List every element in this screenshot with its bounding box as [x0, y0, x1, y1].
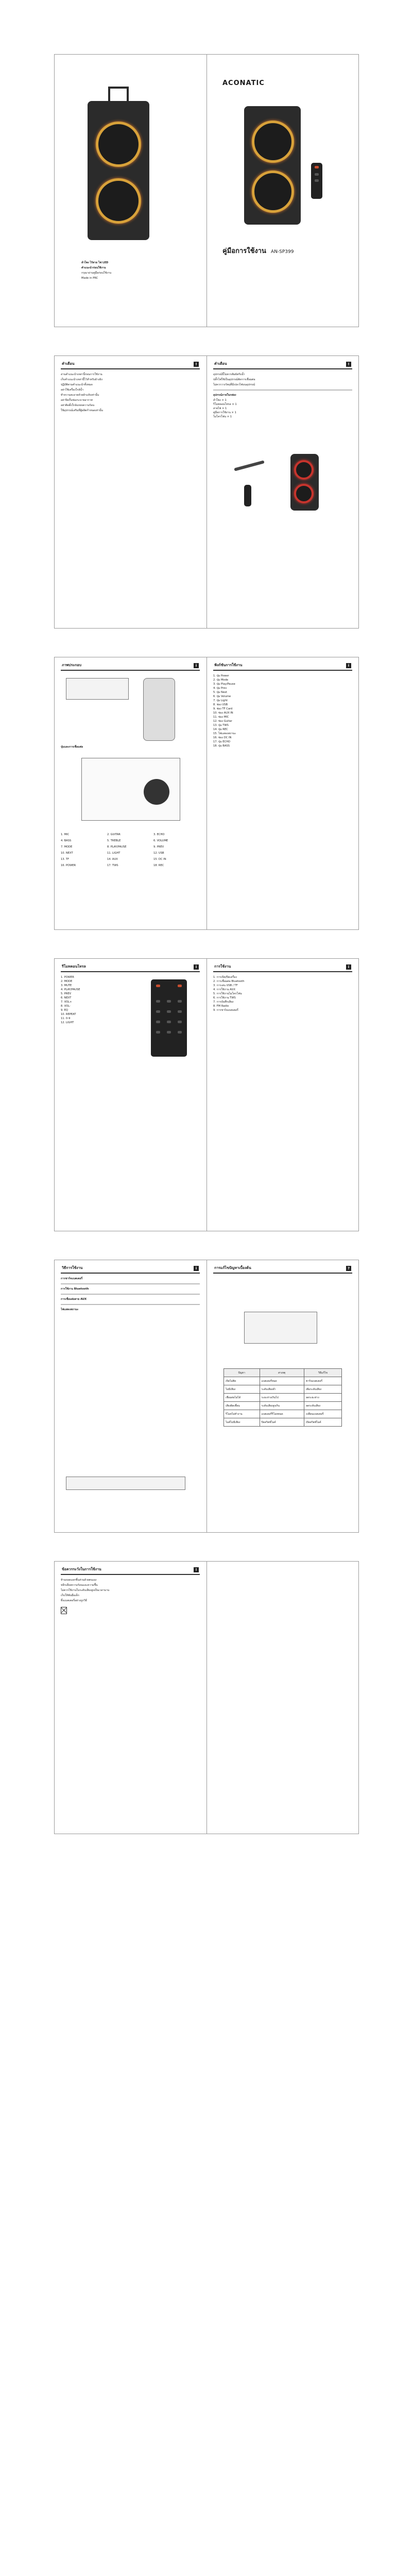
remote-key — [178, 1010, 182, 1013]
table-header: ปัญหา — [224, 1369, 260, 1377]
warning-right-page — [213, 361, 352, 623]
remote-key-item: 3. MUTE — [61, 984, 72, 987]
spread-diagram — [54, 657, 359, 930]
caution-line: เก็บให้พ้นมือเด็ก — [61, 1594, 79, 1597]
remote-image — [311, 163, 322, 199]
warning-line: ทำความสะอาดด้วยผ้าแห้งเท่านั้น — [61, 394, 99, 397]
remote-key-item: 10. REPEAT — [61, 1013, 76, 1016]
function-item: 16. ช่อง DC IN — [213, 736, 232, 739]
table-header-row — [224, 1369, 342, 1377]
divider — [61, 1294, 200, 1295]
function-item: 12. ช่อง Guitar — [213, 720, 232, 723]
page-header — [213, 964, 352, 972]
caution-line: ไม่ควรใช้งานในระดับเสียงสูงเป็นเวลานาน — [61, 1589, 110, 1592]
howto-item: การเชื่อมต่อสาย AUX — [61, 1298, 87, 1301]
remote-key-item: 8. VOL- — [61, 1005, 71, 1008]
remote-key-item: 4. PLAY/PAUSE — [61, 988, 80, 991]
table-cell: ระยะห่างเกินไป — [260, 1394, 304, 1402]
usage-item: 8. FM Radio — [213, 1005, 229, 1008]
speaker-ring-bottom — [252, 171, 294, 213]
cover-right-page — [213, 60, 352, 321]
page-header — [213, 1265, 352, 1274]
page-header — [61, 1567, 200, 1575]
table-row — [224, 1410, 342, 1418]
legend-item: 2. GUITAR — [107, 833, 121, 836]
recycle-bin-icon — [61, 1607, 67, 1614]
legend-item: 15. DC IN — [153, 858, 166, 861]
page-icon: ? — [346, 1266, 351, 1271]
page-icon: i — [346, 964, 351, 970]
remote-key — [178, 985, 182, 987]
table-cell: เปิดสวิตช์ไมค์ — [304, 1418, 341, 1427]
table-cell: ลดระยะห่าง — [304, 1394, 341, 1402]
cover-notice-2: คำแนะนำก่อนใช้งาน — [81, 266, 106, 269]
device-illustration — [244, 1312, 317, 1344]
connection-panel — [66, 678, 129, 700]
cover-notice-1: ลำโพง ไร้สาย ไฟ LED — [81, 261, 109, 264]
divider — [61, 1304, 200, 1305]
remote-key-item: 2. MODE — [61, 980, 73, 983]
usage-list — [213, 975, 352, 1012]
spread-cautions — [54, 1561, 359, 1834]
cover-notice-3: กรุณาอ่านคู่มือก่อนใช้งาน — [81, 272, 112, 275]
caution-line: หลีกเลี่ยงความร้อนและความชื้น — [61, 1584, 98, 1587]
warning-left-page — [61, 361, 200, 623]
page-title: ภาพประกอบ — [62, 663, 82, 667]
speaker-handle — [108, 87, 129, 101]
table-header: สาเหตุ — [260, 1369, 304, 1377]
page-fold — [206, 1562, 207, 1834]
usage-item: 3. การเล่น USB / TF — [213, 984, 238, 987]
warning-line: ปลั๊กไฟใช้เป็นอุปกรณ์ตัดการเชื่อมต่อ — [213, 378, 255, 381]
page-fold — [206, 356, 207, 628]
page-title: คำเตือน — [62, 362, 75, 366]
usage-item: 7. การบันทึกเสียง — [213, 1001, 234, 1004]
table-row — [224, 1385, 342, 1394]
warning-line: อย่าใช้เครื่องใกล้น้ำ — [61, 388, 84, 392]
function-item: 17. ปุ่ม ECHO — [213, 740, 231, 743]
function-item: 14. ปุ่ม REC — [213, 728, 228, 731]
remote-image — [151, 979, 187, 1057]
remote-key-item: 9. EQ — [61, 1009, 68, 1012]
function-item: 18. ปุ่ม BASS — [213, 744, 230, 748]
speaker-image — [88, 101, 149, 240]
page-icon: i — [346, 663, 351, 668]
legend-item: 16. POWER — [61, 864, 76, 867]
legend-item: 5. TREBLE — [107, 839, 121, 842]
usage-item: 1. การเปิด/ปิดเครื่อง — [213, 976, 237, 979]
page-title: รีโมทคอนโทรล — [62, 964, 86, 969]
speaker-image — [143, 678, 175, 741]
page-title: การใช้งาน — [214, 964, 231, 969]
legend-item: 3. ECHO — [153, 833, 165, 836]
diagram-subtitle: ปุ่มและการเชื่อมต่อ — [61, 745, 83, 749]
usage-right-page — [213, 964, 352, 1226]
table-row — [224, 1418, 342, 1427]
table-row — [224, 1402, 342, 1410]
blank-right-page — [213, 1567, 352, 1828]
remote-key — [167, 1031, 171, 1033]
accessory-item: รีโมทคอนโทรล × 1 — [213, 403, 237, 406]
brand-logo: ACONATIC — [222, 79, 265, 87]
usage-item: 4. การใช้งาน AUX — [213, 988, 236, 991]
remote-key — [178, 1031, 182, 1033]
usage-item: 5. การใช้งานไมโครโฟน — [213, 992, 242, 995]
speaker-image — [244, 106, 301, 225]
microphone-image — [234, 460, 265, 471]
legend-item: 9. PREV — [153, 845, 164, 849]
function-item: 1. ปุ่ม Power — [213, 674, 229, 677]
function-item: 15. ไฟแสดงสถานะ — [213, 732, 236, 735]
table-row — [224, 1377, 342, 1385]
divider — [213, 389, 352, 391]
howto-item: การใช้งาน Bluetooth — [61, 1287, 89, 1291]
table-cell: ไม่มีเสียง — [224, 1385, 260, 1394]
remote-key — [178, 1000, 182, 1003]
function-item: 6. ปุ่ม Volume — [213, 695, 231, 698]
caution-left-page — [61, 1567, 200, 1828]
remote-key — [156, 1010, 160, 1013]
speaker-image — [290, 454, 319, 511]
function-item: 8. ช่อง USB — [213, 703, 228, 706]
table-header: วิธีแก้ไข — [304, 1369, 341, 1377]
warning-line: อุปกรณ์นี้ไม่ควรสัมผัสกับน้ำ — [213, 373, 245, 376]
port-panel — [66, 1477, 185, 1490]
speaker-ring-top — [252, 121, 294, 163]
remote-key-item: 1. POWER — [61, 976, 74, 979]
remote-key-item: 11. 0-9 — [61, 1017, 71, 1020]
page-fold — [206, 959, 207, 1231]
function-item: 13. ปุ่ม TWS — [213, 724, 229, 727]
remote-image — [244, 485, 251, 506]
remote-key — [167, 1000, 171, 1003]
page-title: ข้อควรระวังในการใช้งาน — [62, 1567, 101, 1571]
spread-cover — [54, 54, 359, 327]
speaker-ring-bottom — [96, 178, 141, 224]
table-cell: เพิ่มระดับเสียง — [304, 1385, 341, 1394]
howto-left-page — [61, 1265, 200, 1527]
volume-knob — [144, 779, 169, 805]
remote-key — [167, 1021, 171, 1023]
warning-line: ไม่ควรวางวัตถุที่มีเปลวไฟบนอุปกรณ์ — [213, 383, 255, 386]
table-row — [224, 1394, 342, 1402]
warning-line: อ่านคำแนะนำเหล่านี้ก่อนการใช้งาน — [61, 373, 102, 376]
function-item: 10. ช่อง AUX IN — [213, 711, 233, 715]
page-icon: i — [194, 663, 199, 668]
table-cell: ปิดสวิตช์ไมค์ — [260, 1418, 304, 1427]
page-icon: ! — [346, 362, 351, 367]
function-item: 11. ช่อง MIC — [213, 716, 229, 719]
spread-warnings — [54, 355, 359, 629]
page-title: คำเตือน — [214, 362, 227, 366]
cover-model: AN-SP399 — [271, 249, 294, 255]
caution-line: ทิ้งแบตเตอรี่อย่างถูกวิธี — [61, 1599, 87, 1602]
usage-item: 2. การเชื่อมต่อ Bluetooth — [213, 980, 245, 983]
warning-line: อย่าติดตั้งใกล้แหล่งความร้อน — [61, 404, 95, 407]
spread-troubleshoot — [54, 1260, 359, 1533]
legend-item: 10. NEXT — [61, 852, 73, 855]
accessory-item: ลำโพง × 1 — [213, 399, 227, 402]
page-header — [61, 663, 200, 671]
page-header — [213, 361, 352, 369]
speaker-ring-bottom — [294, 484, 314, 503]
function-item: 2. ปุ่ม Mode — [213, 679, 229, 682]
accessories-title: อุปกรณ์ภายในกล่อง — [213, 394, 236, 397]
control-panel — [81, 758, 180, 821]
legend-item: 7. MODE — [61, 845, 73, 849]
warning-line: เก็บคำแนะนำเหล่านี้ไว้สำหรับอ้างอิง — [61, 378, 102, 381]
remote-key — [315, 173, 319, 176]
divider — [61, 1283, 200, 1284]
legend-item: 11. LIGHT — [107, 852, 121, 855]
page-icon: ! — [194, 362, 199, 367]
remote-key — [178, 1021, 182, 1023]
legend-item: 13. TF — [61, 858, 70, 861]
usage-item: 9. การชาร์จแบตเตอรี่ — [213, 1009, 238, 1012]
page-title: ฟังก์ชันการใช้งาน — [214, 663, 243, 667]
cover-left-page — [61, 60, 200, 321]
howto-item: ไฟแสดงสถานะ — [61, 1308, 79, 1311]
remote-key — [315, 179, 319, 182]
legend-item: 17. TWS — [107, 864, 118, 867]
remote-key-item: 12. LIGHT — [61, 1021, 74, 1024]
legend-item: 6. VOLUME — [153, 839, 168, 842]
function-item: 9. ช่อง TF Card — [213, 707, 233, 710]
table-cell: ไมค์ไม่มีเสียง — [224, 1418, 260, 1427]
remote-key — [315, 166, 319, 168]
accessory-item: สายไฟ × 1 — [213, 407, 227, 410]
remote-key-item: 7. VOL+ — [61, 1001, 72, 1004]
accessories-list — [213, 398, 352, 419]
table-cell: ระดับเสียงต่ำ — [260, 1385, 304, 1394]
remote-key — [167, 1010, 171, 1013]
function-item: 4. ปุ่ม Prev — [213, 687, 227, 690]
function-item: 3. ปุ่ม Play/Pause — [213, 683, 235, 686]
page-header — [61, 1265, 200, 1274]
page-icon: i — [194, 964, 199, 970]
function-item: 7. ปุ่ม Light — [213, 699, 228, 702]
legend-item: 4. BASS — [61, 839, 72, 842]
legend-grid — [61, 833, 200, 869]
spread-remote — [54, 958, 359, 1231]
table-cell: เปลี่ยนแบตเตอรี่ — [304, 1410, 341, 1418]
function-list — [213, 674, 352, 748]
usage-item: 6. การใช้งาน TWS — [213, 996, 236, 999]
legend-item: 1. MIC — [61, 833, 70, 836]
accessory-item: คู่มือการใช้งาน × 1 — [213, 411, 236, 414]
cover-small-print: Made in PRC — [81, 277, 98, 280]
page-header — [61, 361, 200, 369]
page-fold — [206, 1260, 207, 1532]
table-cell: เสียงผิดเพี้ยน — [224, 1402, 260, 1410]
diagram-right-page — [213, 663, 352, 924]
warning-line: ใช้อุปกรณ์เสริมที่ผู้ผลิตกำหนดเท่านั้น — [61, 409, 103, 412]
page-title: การแก้ไขปัญหาเบื้องต้น — [214, 1266, 251, 1270]
cover-title-th: คู่มือการใช้งาน — [222, 247, 266, 255]
table-cell: รีโมทไม่ทำงาน — [224, 1410, 260, 1418]
remote-key-item: 5. PREV — [61, 992, 72, 995]
remote-left-page — [61, 964, 200, 1226]
speaker-ring-top — [96, 122, 141, 167]
page-icon: i — [194, 1266, 199, 1271]
remote-key — [156, 1031, 160, 1033]
legend-item: 8. PLAY/PAUSE — [107, 845, 127, 849]
legend-item: 18. REC — [153, 864, 164, 867]
remote-key — [156, 985, 160, 987]
page-icon: ! — [194, 1567, 199, 1572]
remote-key-item: 6. NEXT — [61, 996, 72, 999]
legend-item: 14. AUX — [107, 858, 118, 861]
legend-item: 12. USB — [153, 852, 164, 855]
troubleshoot-table — [223, 1368, 342, 1427]
page-fold — [206, 657, 207, 929]
table-cell: ลดระดับเสียง — [304, 1402, 341, 1410]
page-title: วิธีการใช้งาน — [62, 1266, 83, 1270]
caution-line: ห้ามถอดแยกชิ้นส่วนด้วยตนเอง — [61, 1579, 97, 1582]
page-header — [213, 663, 352, 671]
warning-line: ปฏิบัติตามคำแนะนำทั้งหมด — [61, 383, 93, 386]
page-header — [61, 964, 200, 972]
table-cell: เปิดไม่ติด — [224, 1377, 260, 1385]
diagram-left-page — [61, 663, 200, 924]
cover-title — [222, 245, 294, 256]
troubleshoot-right-page — [213, 1265, 352, 1527]
howto-item: การชาร์จแบตเตอรี่ — [61, 1277, 83, 1280]
table-cell: แบตเตอรี่รีโมทหมด — [260, 1410, 304, 1418]
accessory-item: ไมโครโฟน × 1 — [213, 415, 232, 418]
table-cell: เชื่อมต่อไม่ได้ — [224, 1394, 260, 1402]
remote-key-list — [61, 975, 138, 1025]
page-fold — [206, 55, 207, 327]
table-cell: ชาร์จแบตเตอรี่ — [304, 1377, 341, 1385]
warning-line: อย่าปิดกั้นช่องระบายอากาศ — [61, 399, 93, 402]
table-cell: แบตเตอรี่หมด — [260, 1377, 304, 1385]
function-item: 5. ปุ่ม Next — [213, 691, 228, 694]
remote-key — [156, 1021, 160, 1023]
speaker-ring-top — [294, 460, 314, 480]
remote-key — [156, 1000, 160, 1003]
table-cell: ระดับเสียงสูงเกิน — [260, 1402, 304, 1410]
